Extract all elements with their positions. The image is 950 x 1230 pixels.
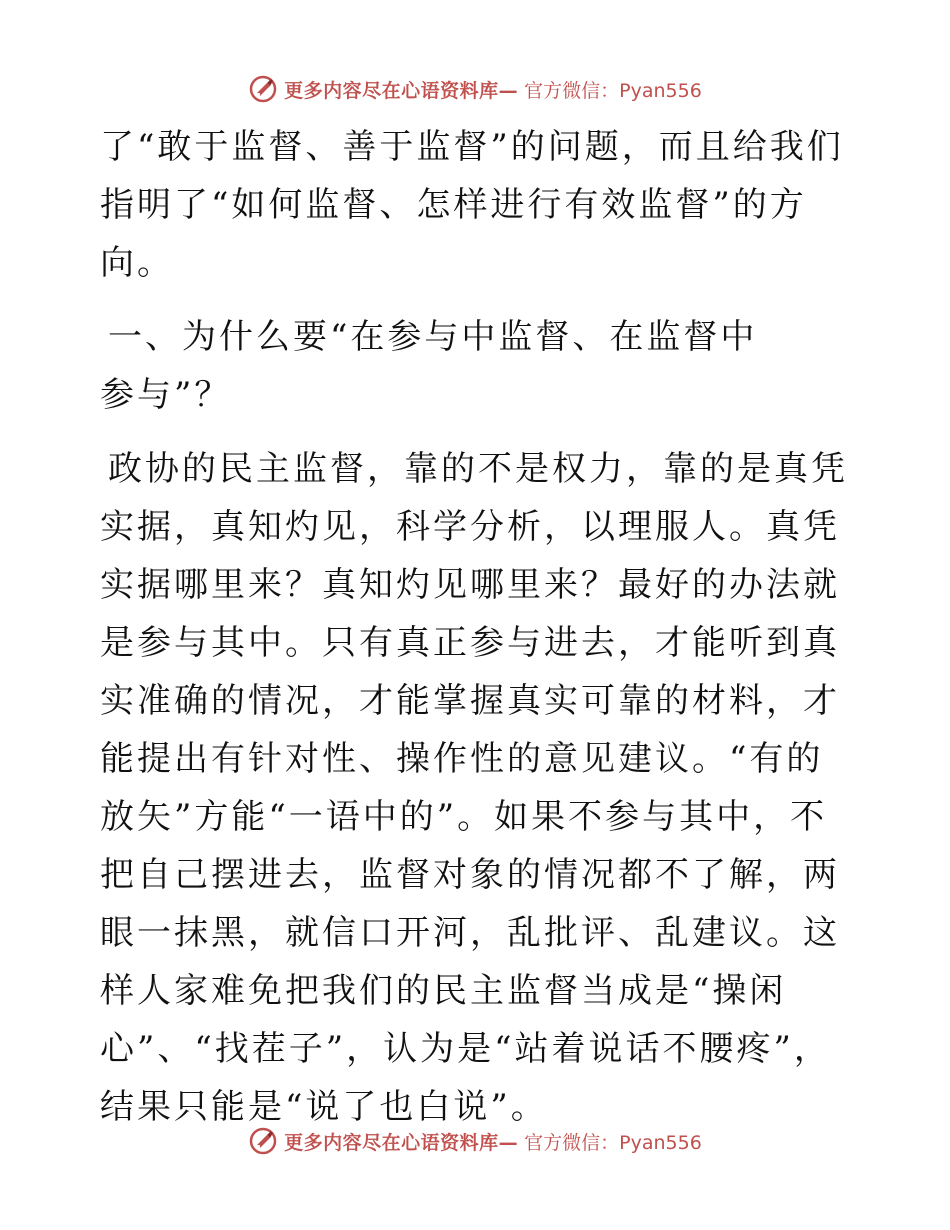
footer-wechat-text: 官方微信：Pyan556 bbox=[524, 1131, 702, 1154]
header-banner-text: 更多内容尽在心语资料库— bbox=[284, 79, 519, 102]
page-header-banner bbox=[0, 72, 950, 106]
document-body bbox=[100, 118, 850, 1136]
footer-banner-text: 更多内容尽在心语资料库— bbox=[284, 1131, 519, 1154]
brand-logo-icon bbox=[248, 1126, 278, 1156]
section-heading: 一、为什么要“在参与中监督、在监督中参与”？ bbox=[100, 317, 758, 415]
page-footer-banner bbox=[0, 1124, 950, 1158]
brand-logo-icon bbox=[248, 74, 278, 104]
header-wechat-text: 官方微信：Pyan556 bbox=[524, 79, 702, 102]
paragraph-body: 政协的民主监督，靠的不是权力，靠的是真凭实据，真知灼见，科学分析，以理服人。真凭实据哪里来？真知灼见哪里来？最好的办法就是参与其中。只有真正参与进去，才能听到真实准确的情况，才能掌握真实可靠的材料，才能提出有针对性、操作性的意见建议。“有的放矢”方能“一语中的”。如果不参与其中，不把自己摆进去，监督对象的情况都不了解，两眼一抹黑，就信口开河，乱批评、乱建议。这样人家难免把我们的民主监督当成是“操闲心”、“找茬子”，认为是“站着说话不腰疼”，结果只能是“说了也白说”。 bbox=[100, 449, 848, 1127]
paragraph-continuation: 了“敢于监督、善于监督”的问题，而且给我们指明了“如何监督、怎样进行有效监督”的方向。 bbox=[100, 127, 844, 283]
